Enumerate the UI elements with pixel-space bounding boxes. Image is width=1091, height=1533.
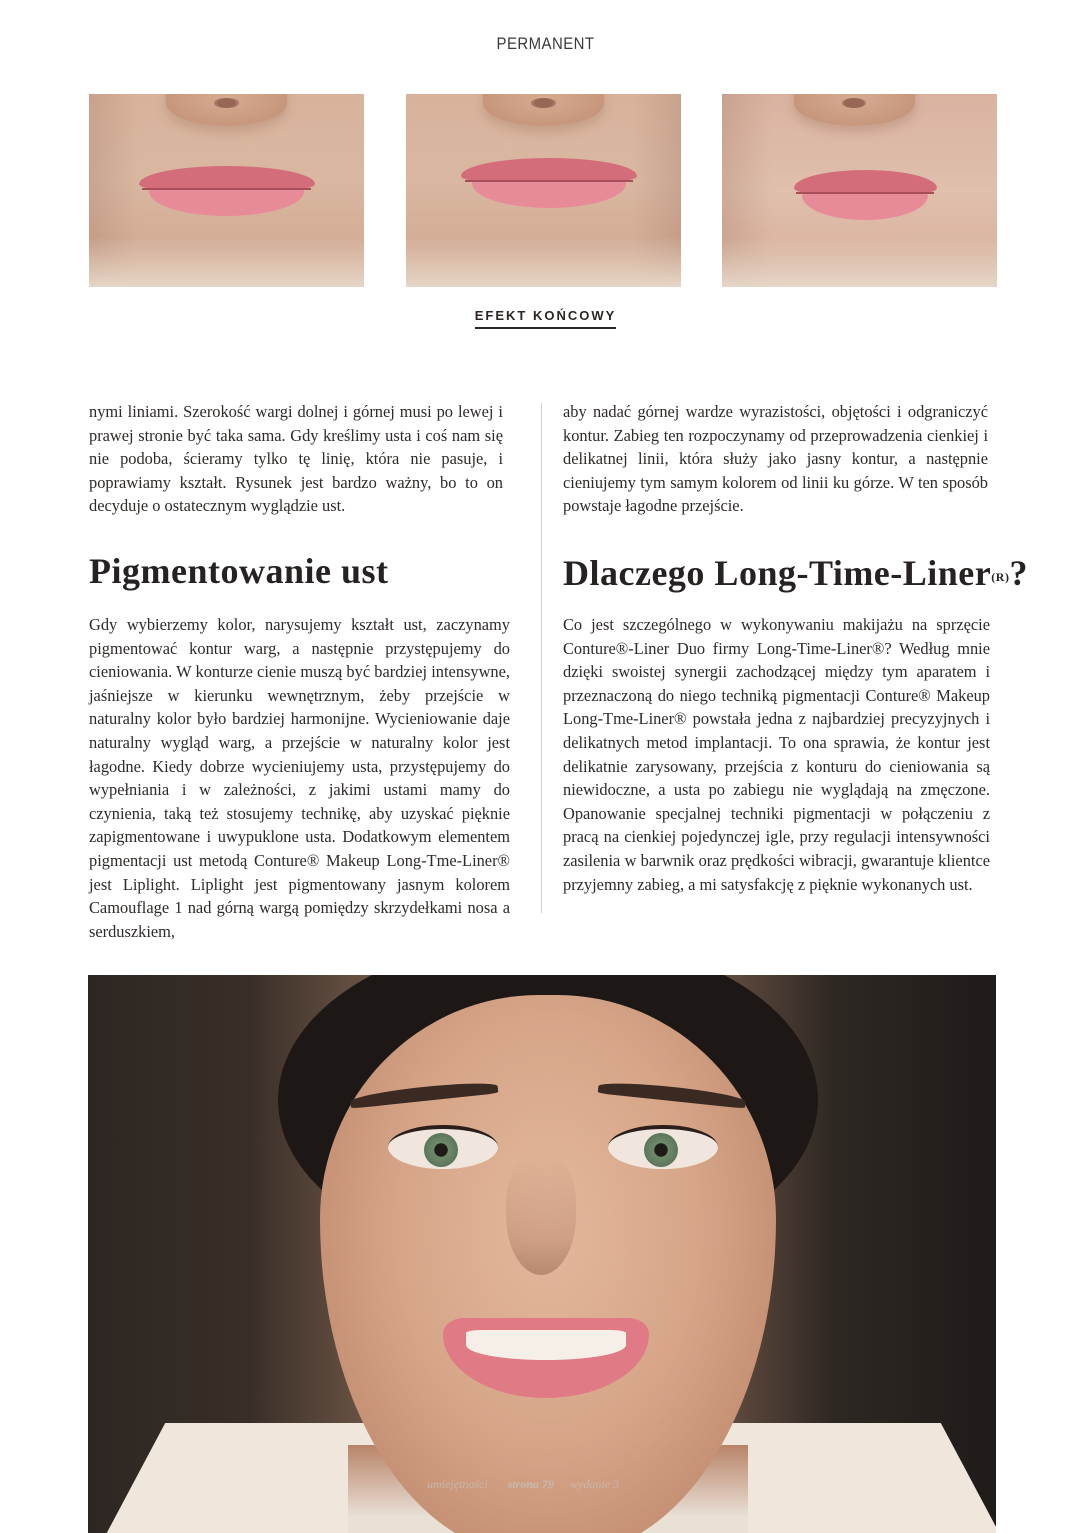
lip-photo-3 (722, 94, 997, 287)
caption-text: EFEKT KOŃCOWY (475, 308, 617, 329)
heading-trademark: (R) (991, 570, 1010, 584)
right-body (563, 613, 990, 896)
right-intro-paragraph: aby nadać górnej wardze wyrazistości, objętości i odgraniczyć kontur. Zabieg ten rozpoczynamy od przeprowadzenia cienkiej i delikatnej linii, która służy jako jasny kontur, a następnie cieniujemy tym samym kolorem od linii ku górze. W ten sposób powstaje łagodne przejście. (563, 402, 988, 516)
left-section-heading: Pigmentowanie ust (89, 551, 389, 591)
footer-magazine: umiejętności (427, 1477, 488, 1491)
left-body-paragraph: Gdy wybierzemy kolor, narysujemy kształt ust, zaczynamy pigmentować kontur warg, a następnie przystępujemy do cieniowania. W konturze cienie muszą być bardziej intensywne, jaśniejsze w kierunku wewnętrznym, żeby przejście w naturalny kolor było bardziej harmonijne. Wycieniowanie daje naturalny wygląd warg, a przejście w naturalny kolor jest łagodne. Kiedy dobrze wycieniujemy usta, przystępujemy do wypełniania i w zależności, z jakimi ustami mamy do czynienia, taką też stosujemy technikę, aby uzyskać pięknie zapigmentowane i uwypuklone usta. Dodatkowym elementem pigmentacji ust metodą Conture® Makeup Long-Tme-Liner® jest Liplight. Liplight jest pigmentowany jasnym kolorem Camouflage 1 nad górną wargą pomiędzy skrzydełkami nosa a serduszkiem, (89, 615, 510, 941)
left-body (89, 613, 510, 943)
page-footer (427, 1477, 667, 1492)
footer-issue: wydanie 3 (570, 1477, 620, 1491)
footer-page-number: strona 79 (507, 1477, 555, 1491)
left-intro-paragraph: nymi liniami. Szerokość wargi dolnej i górnej musi po lewej i prawej stronie być taka sama. Gdy kreślimy usta i coś nam się nie podoba, ścieramy tylko tę linię, która nie pasuje, i poprawiamy kształt. Rysunek jest bardzo ważny, bo to on decyduje o ostatecznym wyglądzie ust. (89, 402, 503, 516)
section-header: PERMANENT (496, 34, 595, 53)
lips (794, 170, 937, 222)
column-divider (541, 403, 542, 913)
right-column (563, 400, 988, 518)
lip-photo-1 (89, 94, 364, 287)
heading-question-mark: ? (1009, 553, 1028, 593)
left-column (89, 400, 503, 518)
lips (139, 166, 315, 218)
lips (461, 158, 637, 210)
right-body-paragraph: Co jest szczególnego w wykonywaniu makijażu na sprzęcie Conture®-Liner Duo firmy Long-Time-Liner®? Według mnie dzięki swoistej synergii zachodzącej między tym aparatem i przeznaczoną do niego techniką pigmentacji Conture® Makeup Long-Tme-Liner® powstała jedna z najbardziej precyzyjnych i delikatnych metod implantacji. To ona sprawia, że kontur jest delikatnie zarysowany, przejścia z konturu do cieniowania są niewidoczne, a usta po zabiegu nie wyglądają na zmęczone. Opanowanie specjalnej techniki pigmentacji w połączeniu z pracą na cienkiej pojedynczej igle, przy regulacji intensywności zasilenia w barwnik oraz prędkości wibracji, gwarantuje klientce przyjemny zabieg, a mi satysfakcję z pięknie wykonanych ust. (563, 615, 990, 894)
right-section-heading (563, 553, 1028, 593)
heading-text: Dlaczego Long-Time-Liner (563, 553, 992, 593)
lip-photo-2 (406, 94, 681, 287)
portrait-photo (88, 975, 996, 1533)
photo-caption (0, 307, 1091, 329)
